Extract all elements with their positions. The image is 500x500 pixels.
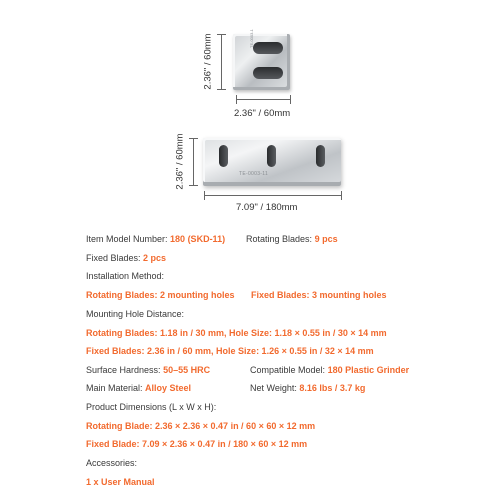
spec-label: Item Model Number: [86,234,168,244]
spec-label: Mounting Hole Distance: [86,309,185,319]
spec-label: Net Weight: [250,383,297,393]
spec-value: 50–55 HRC [163,365,211,375]
blade-stamp: TE-0003-11 [239,171,269,177]
spec-value: 9 pcs [314,234,338,244]
spec-label: Product Dimensions (L x W x H): [86,402,217,412]
spec-value: 8.16 lbs / 3.7 kg [299,383,366,393]
spec-material [86,382,191,394]
spec-product-dims-rotating [86,420,315,432]
spec-value: 2 pcs [143,253,167,263]
spec-value: Fixed Blades: 2.36 in / 60 mm, Hole Size: 1.26 × 0.55 in / 32 × 14 mm [86,346,374,356]
mounting-hole [316,145,325,167]
spec-value: Fixed Blades: 3 mounting holes [251,290,387,300]
spec-label: Rotating Blades: [246,234,313,244]
spec-compatible [250,364,409,376]
square-height-dim-line [221,34,222,90]
spec-installation-values [251,289,387,301]
square-height-dim-tick-top [217,34,226,35]
spec-label: Main Material: [86,383,143,393]
spec-hardness [86,364,210,376]
spec-product-dims-label [86,401,216,413]
spec-value: 1 x User Manual [86,477,155,487]
spec-hole-distance-label [86,308,184,320]
long-height-dim-tick-bottom [189,185,198,186]
square-width-dim-tick-right [290,95,291,104]
spec-fixed-blades [86,252,166,264]
spec-label: Installation Method: [86,271,165,281]
long-width-label: 7.09" / 180mm [236,202,298,213]
spec-value: Rotating Blade: 2.36 × 2.36 × 0.47 in / 60 × 60 × 12 mm [86,421,316,431]
long-height-dim-line [193,138,194,186]
spec-accessories-value [86,476,155,488]
long-height-dim-tick-top [189,138,198,139]
spec-weight [250,382,365,394]
spec-accessories-label [86,457,137,469]
mounting-hole [219,145,228,167]
mounting-hole [253,42,283,54]
spec-label: Accessories: [86,458,138,468]
spec-installation-label [86,270,164,282]
blade-stamp: TE-0003-1 [249,29,254,48]
spec-value: Rotating Blades: 2 mounting holes [86,290,235,300]
spec-hole-distance-fixed [86,345,374,357]
spec-item-model [86,233,225,245]
spec-hole-distance-rotating [86,327,387,339]
square-width-label: 2.36" / 60mm [234,108,291,119]
spec-product-dims-fixed [86,438,307,450]
mounting-hole [267,145,276,167]
spec-value: 180 (SKD-11) [170,234,226,244]
square-width-dim-tick-left [236,95,237,104]
rotating-blade-image [233,29,290,90]
square-height-label: 2.36" / 60mm [202,33,214,90]
long-width-dim-tick-right [341,191,342,200]
spec-rotating-blades [246,233,338,245]
square-height-dim-tick-bottom [217,89,226,90]
long-width-dim-tick-left [204,191,205,200]
spec-label: Fixed Blades: [86,253,141,263]
spec-value: Rotating Blades: 1.18 in / 30 mm, Hole Size: 1.18 × 0.55 in / 30 × 14 mm [86,328,387,338]
spec-value: Alloy Steel [145,383,192,393]
fixed-blade-image [203,138,341,186]
spec-label: Compatible Model: [250,365,326,375]
long-width-dim-line [204,195,342,196]
spec-installation-values [86,289,235,301]
spec-value: Fixed Blade: 7.09 × 2.36 × 0.47 in / 180 × 60 × 12 mm [86,439,308,449]
spec-value: 180 Plastic Grinder [327,365,410,375]
long-height-label: 2.36" / 60mm [174,133,186,190]
square-width-dim-line [236,99,291,100]
spec-label: Surface Hardness: [86,365,161,375]
mounting-hole [253,67,283,79]
